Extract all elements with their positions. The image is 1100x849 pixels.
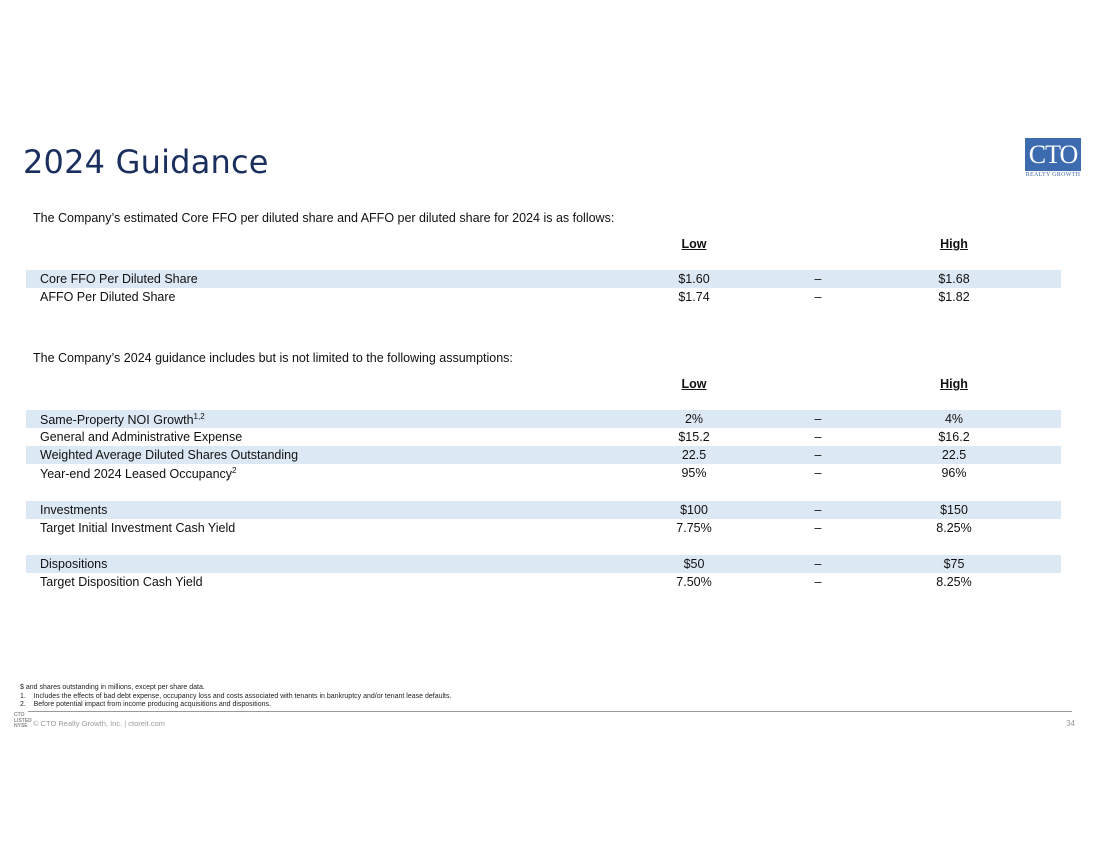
footnote-units: $ and shares outstanding in millions, except per share data. bbox=[20, 684, 205, 691]
row-low: $50 bbox=[683, 557, 705, 571]
row-dash: – bbox=[814, 448, 822, 462]
row-high: $75 bbox=[943, 557, 965, 571]
table-row bbox=[26, 555, 1061, 573]
row-high: 8.25% bbox=[936, 575, 972, 589]
table-row bbox=[26, 270, 1061, 288]
row-high: 96% bbox=[941, 466, 967, 480]
row-label: Core FFO Per Diluted Share bbox=[40, 272, 198, 286]
row-label: Target Disposition Cash Yield bbox=[40, 575, 203, 589]
table-row bbox=[26, 573, 1061, 591]
row-dash: – bbox=[814, 412, 822, 426]
row-high: $1.68 bbox=[938, 272, 970, 286]
section2-col-low: Low bbox=[681, 377, 707, 391]
section1-col-high: High bbox=[940, 237, 968, 251]
footnote-ref: 2 bbox=[232, 466, 237, 475]
table-row bbox=[26, 446, 1061, 464]
nyse-line-2: LISTED bbox=[14, 717, 32, 724]
row-high: 8.25% bbox=[936, 521, 972, 535]
row-low: $100 bbox=[680, 503, 708, 517]
row-high: $16.2 bbox=[938, 430, 970, 444]
table-row bbox=[26, 519, 1061, 537]
row-low: 22.5 bbox=[681, 448, 707, 462]
row-label: Weighted Average Diluted Shares Outstanding bbox=[40, 448, 299, 462]
footnote-1: 1. Includes the effects of bad debt expense, occupancy loss and costs associated with tenants in bankruptcy and/or tenant lease defaults. bbox=[20, 692, 452, 700]
footnotes bbox=[20, 684, 451, 710]
row-dash: – bbox=[814, 575, 822, 589]
nyse-line-1: CTO bbox=[14, 712, 25, 718]
table-row bbox=[26, 464, 1061, 482]
logo-subtext: REALTY GROWTH bbox=[1025, 172, 1081, 178]
nyse-listed-badge bbox=[14, 713, 32, 730]
row-low: 2% bbox=[684, 412, 704, 426]
row-label: Dispositions bbox=[40, 557, 108, 571]
cto-logo bbox=[1025, 138, 1081, 178]
copyright-text: © CTO Realty Growth, Inc. | ctoreit.com bbox=[33, 719, 165, 728]
row-label: Same-Property NOI Growth$^{1,2}$ bbox=[40, 412, 205, 427]
row-dash: – bbox=[814, 557, 822, 571]
row-dash: – bbox=[814, 430, 822, 444]
row-dash: – bbox=[814, 521, 822, 535]
section1-col-low: Low bbox=[681, 237, 707, 251]
row-dash: – bbox=[814, 290, 822, 304]
row-low: $1.60 bbox=[678, 272, 710, 286]
logo-mark: CTO bbox=[1025, 138, 1081, 171]
row-low: 7.50% bbox=[676, 575, 712, 589]
footer-divider bbox=[28, 711, 1072, 712]
row-dash: – bbox=[814, 503, 822, 517]
section1-intro: The Company’s estimated Core FFO per diluted share and AFFO per diluted share for 2024 is as follows: bbox=[33, 211, 615, 225]
row-label: Target Initial Investment Cash Yield bbox=[40, 521, 236, 535]
row-label: Investments bbox=[40, 503, 108, 517]
page-title: 2024 Guidance bbox=[23, 143, 269, 181]
table-row bbox=[26, 428, 1061, 446]
footnote-ref: 1,2 bbox=[193, 412, 205, 421]
table-row bbox=[26, 410, 1061, 428]
section2-col-high: High bbox=[940, 377, 968, 391]
row-low: $1.74 bbox=[678, 290, 710, 304]
row-dash: – bbox=[814, 466, 822, 480]
table-row bbox=[26, 501, 1061, 519]
row-label: Year-end 2024 Leased Occupancy$^2$ bbox=[40, 466, 237, 481]
row-low: $15.2 bbox=[678, 430, 710, 444]
section2-intro: The Company’s 2024 guidance includes but is not limited to the following assumptions: bbox=[33, 351, 513, 365]
row-high: 22.5 bbox=[941, 448, 967, 462]
footnote-2: 2. Before potential impact from income producing acquisitions and dispositions. bbox=[20, 701, 271, 709]
page-number: 34 bbox=[1066, 719, 1075, 728]
row-label: AFFO Per Diluted Share bbox=[40, 290, 176, 304]
row-high: 4% bbox=[944, 412, 964, 426]
row-low: 95% bbox=[681, 466, 707, 480]
nyse-line-3: NYSE bbox=[14, 723, 28, 729]
row-dash: – bbox=[814, 272, 822, 286]
row-low: 7.75% bbox=[676, 521, 712, 535]
row-high: $1.82 bbox=[938, 290, 970, 304]
row-label: General and Administrative Expense bbox=[40, 430, 243, 444]
table-row bbox=[26, 288, 1061, 306]
row-high: $150 bbox=[940, 503, 968, 517]
